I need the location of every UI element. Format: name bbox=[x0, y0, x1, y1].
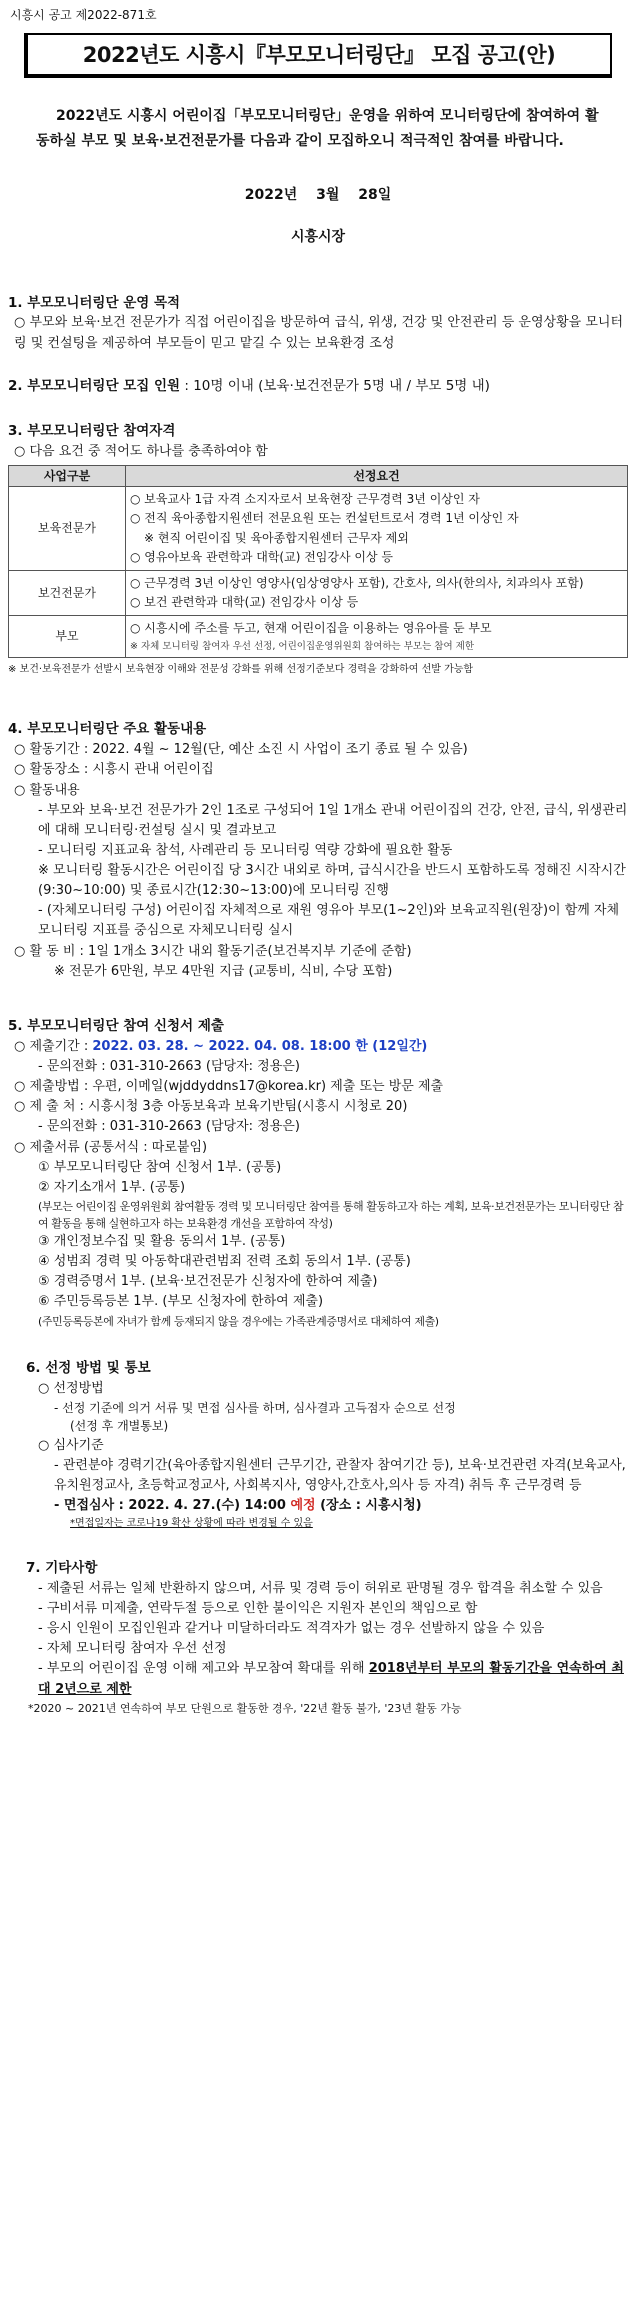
interview-date: - 면접심사 : 2022. 4. 27.(수) 14:00 bbox=[54, 1498, 291, 1514]
contact-phone: - 문의전화 : 031-310-2663 (담당자: 정용은) bbox=[38, 1058, 300, 1074]
section-1-body: ○ 부모와 보육·보건 전문가가 직접 어린이집을 방문하여 급식, 위생, 건강 및 안전관리 등 운영상황을 모니터링 및 컨설팅을 제공하여 부모들이 믿고 맡길 수 있는 보육환경 조성 bbox=[14, 315, 624, 351]
intro-paragraph: 2022년도 시흥시 어린이집「부모모니터링단」운영을 위하여 모니터링단에 참여하여 활동하실 부모 및 보육·보건전문가를 다음과 같이 모집하오니 적극적인 참여를 바랍니다. bbox=[36, 108, 599, 149]
table-row bbox=[9, 616, 628, 657]
table-header-requirements: 선정요건 bbox=[126, 465, 628, 487]
misc-last-emphasis: 2018년부터 부모의 활동기간을 연속하여 최대 2년으로 제한 bbox=[38, 1661, 624, 1697]
misc-last-text: - 부모의 어린이집 운영 이해 제고와 부모참여 확대를 위해 bbox=[38, 1661, 369, 1677]
requirement-line: ○ 시흥시에 주소를 두고, 현재 어린이집을 이용하는 영유아를 둔 부모 bbox=[130, 621, 492, 636]
requirement-line: ○ 전직 육아종합지원센터 전문요원 또는 컨설턴트로서 경력 1년 이상인 자 bbox=[130, 511, 519, 526]
requirement-line: ○ 보육교사 1급 자격 소지자로서 보육현장 근무경력 3년 이상인 자 bbox=[130, 492, 480, 507]
requirement-note: ※ 현직 어린이집 및 육아종합지원센터 근무자 제외 bbox=[144, 530, 409, 545]
document-item: ① 부모모니터링단 참여 신청서 1부. (공통) bbox=[38, 1159, 282, 1175]
eligibility-table bbox=[8, 465, 628, 658]
table-header-category: 사업구분 bbox=[9, 465, 126, 487]
requirement-line: ○ 보건 관련학과 대학(교) 전임강사 이상 등 bbox=[130, 595, 359, 610]
section-3-sub: ○ 다음 요건 중 적어도 하나를 충족하여야 함 bbox=[14, 443, 268, 459]
document-item: ⑥ 주민등록등본 1부. (부모 신청자에 한하여 제출) bbox=[38, 1294, 324, 1310]
document-note: (주민등록등본에 자녀가 함께 등재되지 않을 경우에는 가족관계증명서로 대체하여 제출) bbox=[38, 1314, 439, 1328]
row-category: 보건전문가 bbox=[9, 571, 126, 616]
misc-item: - 응시 인원이 모집인원과 같거나 미달하더라도 적격자가 없는 경우 선발하지 않을 수 있음 bbox=[38, 1621, 545, 1637]
activity-period: ○ 활동기간 : 2022. 4월 ~ 12월(단, 예산 소진 시 사업이 조기 종료 될 수 있음) bbox=[14, 742, 468, 758]
section-6-heading: 6. 선정 방법 및 통보 bbox=[26, 1359, 151, 1376]
document-item: ④ 성범죄 경력 및 아동학대관련범죄 전력 조회 동의서 1부. (공통) bbox=[38, 1254, 411, 1270]
requirement-line: ○ 영유아보육 관련학과 대학(교) 전임강사 이상 등 bbox=[130, 549, 393, 564]
notice-number: 시흥시 공고 제2022-871호 bbox=[10, 8, 157, 22]
section-7-footnote: *2020 ~ 2021년 연속하여 부모 단원으로 활동한 경우, '22년 활동 불가, '23년 활동 가능 bbox=[28, 1701, 462, 1715]
table-row bbox=[9, 571, 628, 616]
section-7-heading: 7. 기타사항 bbox=[26, 1559, 98, 1576]
interview-note: *면접일자는 코로나19 확산 상황에 따라 변경될 수 있음 bbox=[70, 1518, 313, 1530]
submission-destination: ○ 제 출 처 : 시흥시청 3층 아동보육과 보육기반팀(시흥시 시청로 20) bbox=[14, 1099, 408, 1115]
misc-item-last bbox=[8, 1659, 628, 1699]
activity-fee: ○ 활 동 비 : 1일 1개소 3시간 내외 활동기준(보건복지부 기준에 준함) bbox=[14, 943, 412, 959]
misc-item: - 자체 모니터링 참여자 우선 선정 bbox=[38, 1641, 227, 1657]
section-4-heading: 4. 부모모니터링단 주요 활동내용 bbox=[8, 721, 207, 738]
contact-phone: - 문의전화 : 031-310-2663 (담당자: 정용은) bbox=[38, 1119, 300, 1135]
selection-method-note: (선정 후 개별통보) bbox=[70, 1419, 169, 1434]
document-item: ③ 개인정보수집 및 활용 동의서 1부. (공통) bbox=[38, 1234, 286, 1250]
selection-method-item: - 선정 기준에 의거 서류 및 면접 심사를 하며, 심사결과 고득점자 순으로 선정 bbox=[54, 1400, 456, 1415]
criteria-body: - 관련분야 경력기간(육아종합지원센터 근무기간, 관찰자 참여기간 등), 보육·보건관련 자격(보육교사, 유치원정교사, 초등학교정교사, 사회복지사, 영양사,간호사,의사 등 자격) 취득 후 근무경력 등 bbox=[54, 1458, 626, 1494]
row-category: 부모 bbox=[9, 616, 126, 657]
document-note: (부모는 어린이집 운영위원회 참여활동 경력 및 모니터링단 참여를 통해 활동하고자 하는 계획, 보육·보건전문가는 모니터링단 참여 활동을 통해 실현하고자 하는 보육환경 개선을 포함하여 작성) bbox=[38, 1199, 624, 1230]
notice-title: 2022년도 시흥시『부모모니터링단』 모집 공고(안) bbox=[24, 33, 612, 79]
interview-place: (장소 : 시흥시청) bbox=[315, 1498, 422, 1514]
section-5-heading: 5. 부모모니터링단 참여 신청서 제출 bbox=[8, 1017, 224, 1034]
section-2-heading: 2. 부모모니터링단 모집 인원 bbox=[8, 377, 181, 394]
activity-content-item: - 부모와 보육·보건 전문가가 2인 1조로 구성되어 1일 1개소 관내 어린이집의 건강, 안전, 급식, 위생관리에 대해 모니터링·컨설팅 실시 및 결과보고 bbox=[38, 802, 628, 838]
interview-tentative: 예정 bbox=[290, 1498, 316, 1514]
row-requirements bbox=[126, 616, 628, 657]
interview-line bbox=[8, 1496, 628, 1516]
submission-period-label: ○ 제출기간 : bbox=[14, 1038, 93, 1054]
activity-content-heading: ○ 활동내용 bbox=[14, 782, 80, 798]
section-2-body: : 10명 이내 (보육·보건전문가 5명 내 / 부모 5명 내) bbox=[180, 377, 490, 394]
table-row bbox=[9, 487, 628, 571]
requirement-note: ※ 자체 모니터링 참여자 우선 선정, 어린이집운영위원회 참여하는 부모는 참여 제한 bbox=[130, 640, 475, 652]
requirement-line: ○ 근무경력 3년 이상인 영양사(임상영양사 포함), 간호사, 의사(한의사, 치과의사 포함) bbox=[130, 576, 584, 591]
misc-item: - 제출된 서류는 일체 반환하지 않으며, 서류 및 경력 등이 허위로 판명될 경우 합격을 취소할 수 있음 bbox=[38, 1580, 603, 1596]
submission-method: ○ 제출방법 : 우편, 이메일(wjddyddns17@korea.kr) 제출 또는 방문 제출 bbox=[14, 1079, 444, 1095]
criteria-heading: ○ 심사기준 bbox=[38, 1437, 104, 1453]
section-2 bbox=[8, 376, 628, 397]
activity-place: ○ 활동장소 : 시흥시 관내 어린이집 bbox=[14, 762, 214, 778]
section-3-heading: 3. 부모모니터링단 참여자격 bbox=[8, 422, 176, 439]
activity-content-item: - 모니터링 지표교육 참석, 사례관리 등 모니터링 역량 강화에 필요한 활동 bbox=[38, 842, 453, 858]
document-item: ⑤ 경력증명서 1부. (보육·보건전문가 신청자에 한하여 제출) bbox=[38, 1274, 378, 1290]
section-3-footnote: ※ 보건·보육전문가 선발시 보육현장 이해와 전문성 강화를 위해 선정기준보다 경력을 강화하여 선발 가능함 bbox=[8, 663, 474, 675]
row-requirements bbox=[126, 487, 628, 571]
notice-date: 2022년 3월 28일 bbox=[244, 187, 392, 204]
misc-item: - 구비서류 미제출, 연락두절 등으로 인한 불이익은 지원자 본인의 책임으로 함 bbox=[38, 1601, 478, 1617]
issuer: 시흥시장 bbox=[290, 228, 346, 245]
submission-period bbox=[8, 1037, 628, 1057]
activity-content-item: - (자체모니터링 구성) 어린이집 자체적으로 재원 영유아 부모(1~2인)와 보육교직원(원장)이 함께 자체모니터링 지표를 중심으로 자체모니터링 실시 bbox=[38, 903, 620, 939]
section-1-heading: 1. 부모모니터링단 운영 목적 bbox=[8, 294, 181, 311]
row-category: 보육전문가 bbox=[9, 487, 126, 571]
activity-content-note: ※ 모니터링 활동시간은 어린이집 당 3시간 내외로 하며, 급식시간을 반드시 포함하도록 정해진 시작시간(9:30~10:00) 및 종료시간(12:30~13:00)에 모니터링 진행 bbox=[38, 863, 626, 899]
row-requirements bbox=[126, 571, 628, 616]
document-item: ② 자기소개서 1부. (공통) bbox=[38, 1179, 186, 1195]
submission-period-value: 2022. 03. 28. ~ 2022. 04. 08. 18:00 한 (12일간) bbox=[92, 1038, 428, 1054]
selection-method-heading: ○ 선정방법 bbox=[38, 1380, 104, 1396]
activity-fee-note: ※ 전문가 6만원, 부모 4만원 지급 (교통비, 식비, 수당 포함) bbox=[54, 963, 393, 979]
documents-heading: ○ 제출서류 (공통서식 : 따로붙임) bbox=[14, 1139, 208, 1155]
